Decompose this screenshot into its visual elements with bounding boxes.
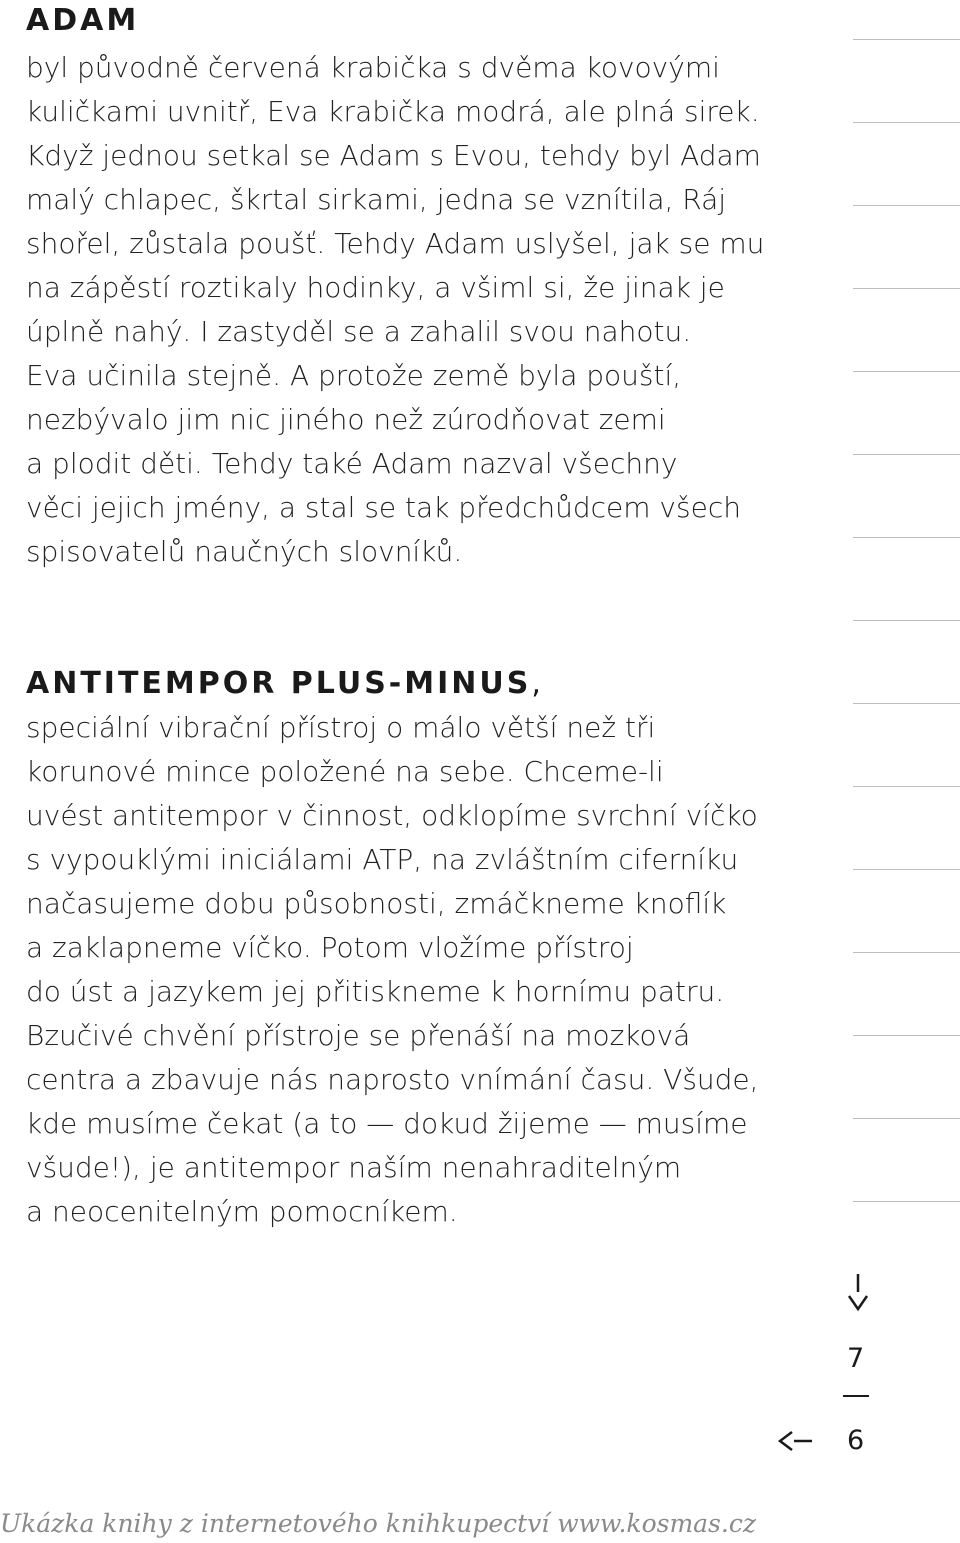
back-arrow-icon[interactable] xyxy=(778,1428,814,1454)
text-line: a neocenitelným pomocníkem. xyxy=(26,1195,458,1228)
page-number-divider xyxy=(843,1395,869,1397)
margin-rule xyxy=(853,454,960,455)
text-line: Když jednou setkal se Adam s Evou, tehdy byl Adam xyxy=(26,139,761,172)
text-line: Eva učinila stejně. A protože země byla pouští, xyxy=(26,359,682,392)
text-line: a zaklapneme víčko. Potom vložíme přístroj xyxy=(26,931,634,964)
text-line: nezbývalo jim nic jiného než zúrodňovat zemi xyxy=(26,403,666,436)
text-line: a plodit děti. Tehdy také Adam nazval všechny xyxy=(26,447,678,480)
entry-heading-term: ANTITEMPOR PLUS-MINUS xyxy=(26,666,532,701)
margin-rule xyxy=(853,371,960,372)
margin-rule xyxy=(853,1035,960,1036)
margin-rule xyxy=(853,786,960,787)
text-line: do úst a jazykem jej přitiskneme k hornímu patru. xyxy=(26,975,725,1008)
text-line: malý chlapec, škrtal sirkami, jedna se vznítila, Ráj xyxy=(26,183,727,216)
page-number-bottom: 6 xyxy=(847,1425,865,1456)
text-line: kuličkami uvnitř, Eva krabička modrá, ale plná sirek. xyxy=(26,95,760,128)
text-line: věci jejich jmény, a stal se tak předchůdcem všech xyxy=(26,491,741,524)
text-line: s vypouklými iniciálami ATP, na zvláštním ciferníku xyxy=(26,843,739,876)
text-line: kde musíme čekat (a to — dokud žijeme — musíme xyxy=(26,1107,748,1140)
text-line: všude!), je antitempor naším nenahraditelným xyxy=(26,1151,682,1184)
text-line: centra a zbavuje nás naprosto vnímání času. Všude, xyxy=(26,1063,759,1096)
text-line: speciální vibrační přístroj o málo větší než tři xyxy=(26,711,656,744)
margin-rule xyxy=(853,205,960,206)
margin-rule xyxy=(853,620,960,621)
margin-rule xyxy=(853,288,960,289)
text-line: spisovatelů naučných slovníků. xyxy=(26,535,463,568)
margin-rule xyxy=(853,1118,960,1119)
text-line: shořel, zůstala poušť. Tehdy Adam uslyšel, jak se mu xyxy=(26,227,765,260)
text-line: korunové mince položené na sebe. Chceme-li xyxy=(26,755,664,788)
text-line: Bzučivé chvění přístroje se přenáší na mozková xyxy=(26,1019,691,1052)
text-line: úplně nahý. I zastyděl se a zahalil svou nahotu. xyxy=(26,315,692,348)
margin-rule xyxy=(853,122,960,123)
margin-rule xyxy=(853,39,960,40)
margin-rule xyxy=(853,703,960,704)
down-arrow-icon[interactable] xyxy=(846,1272,870,1312)
text-line: uvést antitempor v činnost, odklopíme svrchní víčko xyxy=(26,799,758,832)
margin-rule xyxy=(853,1201,960,1202)
page-number-top: 7 xyxy=(847,1343,865,1374)
margin-rule xyxy=(853,537,960,538)
text-line: byl původně červená krabička s dvěma kovovými xyxy=(26,51,720,84)
text-line: na zápěstí roztikaly hodinky, a všiml si, že jinak je xyxy=(26,271,725,304)
text-line: načasujeme dobu působnosti, zmáčkneme knoflík xyxy=(26,887,727,920)
entry-heading-comma: , xyxy=(531,666,541,701)
footer-watermark: Ukázka knihy z internetového knihkupectví www.kosmas.cz xyxy=(0,1509,757,1538)
entry-heading-adam: ADAM xyxy=(26,3,140,38)
margin-rule xyxy=(853,869,960,870)
entry-heading-antitempor xyxy=(26,666,541,701)
margin-rule xyxy=(853,952,960,953)
